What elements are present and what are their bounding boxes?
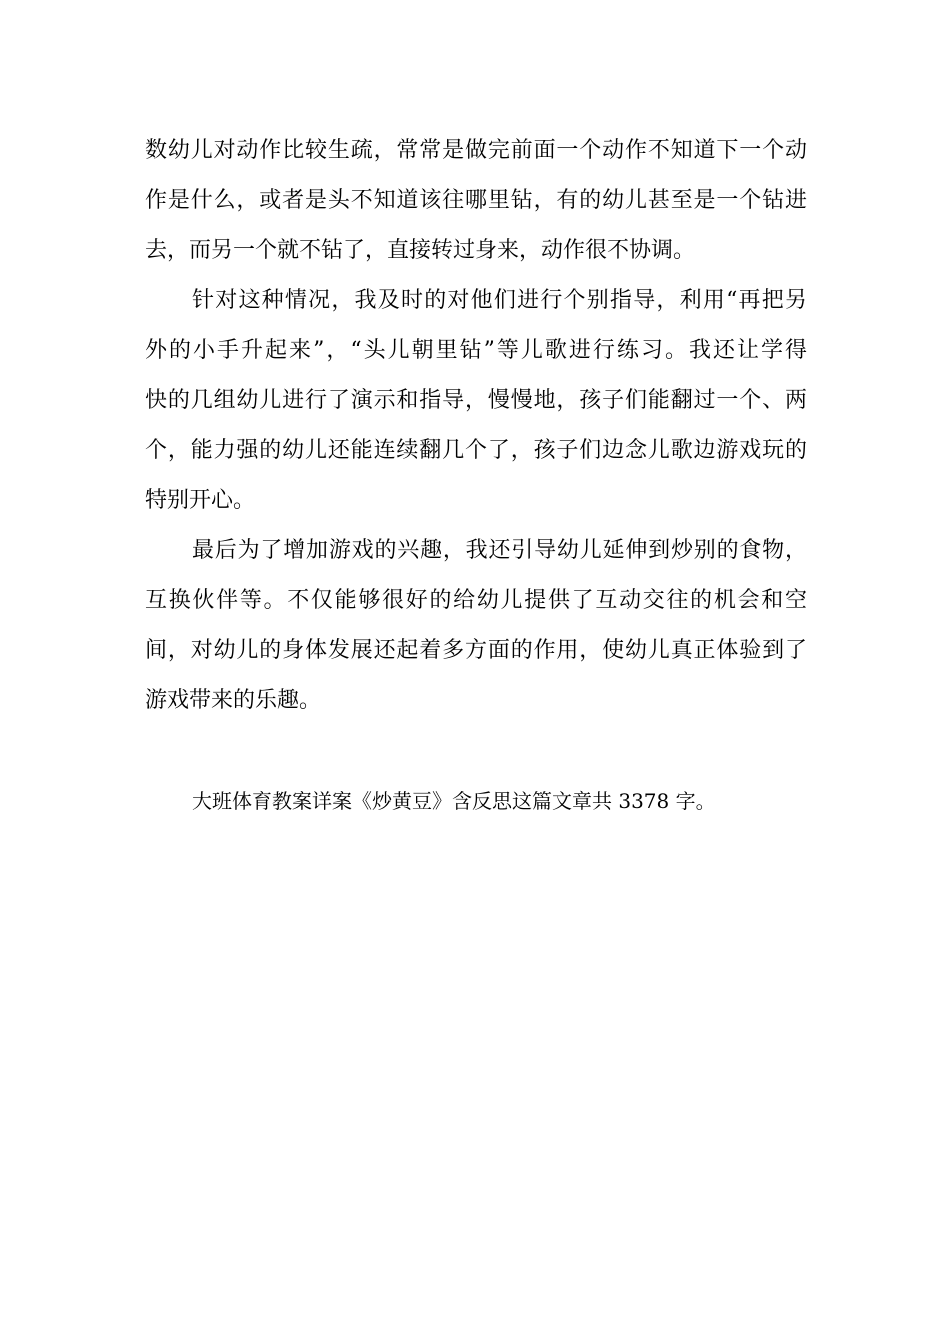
paragraph-2-line-1: 针对这种情况，我及时的对他们进行个别指导，利用“再把另 (192, 288, 807, 313)
paragraph-2-line-3: 快的几组幼儿进行了演示和指导，慢慢地，孩子们能翻过一个、两 (145, 388, 807, 413)
paragraph-1-line-1: 数幼儿对动作比较生疏，常常是做完前面一个动作不知道下一个动 (145, 138, 807, 163)
word-count-note: 大班体育教案详案《炒黄豆》含反思这篇文章共 3378 字。 (192, 789, 716, 813)
paragraph-2-line-5: 特别开心。 (145, 488, 256, 513)
paragraph-3-line-1: 最后为了增加游戏的兴趣，我还引导幼儿延伸到炒别的食物， (192, 538, 807, 563)
paragraph-2-line-2: 外的小手升起来”，“头儿朝里钻”等儿歌进行练习。我还让学得 (145, 338, 807, 363)
paragraph-3-line-3: 间，对幼儿的身体发展还起着多方面的作用，使幼儿真正体验到了 (145, 638, 807, 663)
paragraph-1-line-2: 作是什么，或者是头不知道该往哪里钻，有的幼儿甚至是一个钻进 (145, 188, 807, 213)
paragraph-3-line-2: 互换伙伴等。不仅能够很好的给幼儿提供了互动交往的机会和空 (145, 588, 807, 613)
paragraph-2-line-4: 个，能力强的幼儿还能连续翻几个了，孩子们边念儿歌边游戏玩的 (145, 438, 807, 463)
paragraph-3-line-4: 游戏带来的乐趣。 (145, 688, 322, 713)
paragraph-1-line-3: 去，而另一个就不钻了，直接转过身来，动作很不协调。 (145, 238, 696, 263)
